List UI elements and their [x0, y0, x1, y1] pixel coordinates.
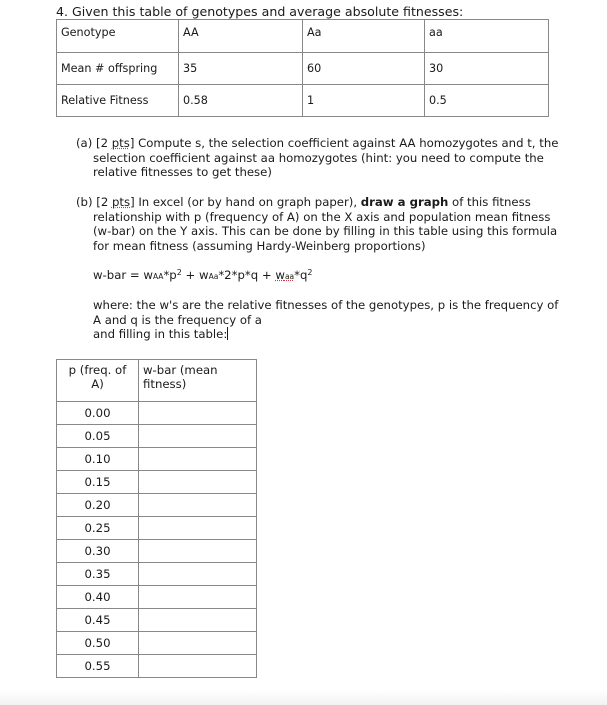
p-value: 0.10 — [57, 448, 139, 471]
table-row — [57, 517, 257, 540]
part-a — [76, 136, 558, 180]
p-value: 0.40 — [57, 586, 139, 609]
genotype-fitness-table — [56, 19, 549, 117]
p-value: 0.25 — [57, 517, 139, 540]
p-value: 0.00 — [57, 402, 139, 425]
wbar-cell[interactable] — [139, 471, 257, 494]
part-a-label: (a) — [76, 136, 93, 150]
part-b-line4: for mean fitness (assuming Hardy-Weinberg proportions) — [93, 238, 426, 253]
header-genotype: Genotype — [57, 20, 179, 53]
header-wbar: w-bar (mean fitness) — [139, 360, 257, 402]
table-row — [57, 402, 257, 425]
table-row — [57, 425, 257, 448]
question-title: 4. Given this table of genotypes and average absolute fitnesses: — [56, 4, 464, 19]
where-line1: where: the w's are the relative fitnesses of the genotypes, p is the frequency of — [93, 298, 559, 312]
wbar-table — [56, 359, 257, 678]
wbar-cell[interactable] — [139, 609, 257, 632]
p-value: 0.15 — [57, 471, 139, 494]
wbar-cell[interactable] — [139, 655, 257, 678]
row-label: Relative Fitness — [57, 85, 179, 117]
p-value: 0.45 — [57, 609, 139, 632]
table-row — [57, 471, 257, 494]
cell-Aa: 60 — [303, 53, 425, 85]
table-row-mean-offspring — [57, 53, 549, 85]
wbar-table-header — [57, 360, 257, 402]
table-row — [57, 563, 257, 586]
part-b-points: [2 pts] — [96, 195, 135, 209]
wbar-cell[interactable] — [139, 425, 257, 448]
header-AA: AA — [179, 20, 303, 53]
wbar-cell[interactable] — [139, 494, 257, 517]
where-line3: and filling in this table: — [93, 327, 228, 342]
part-b-line2: relationship with p (frequency of A) on the X axis and population mean fitness — [93, 209, 551, 224]
table-row — [57, 540, 257, 563]
where-paragraph — [93, 298, 563, 342]
table-row-relative-fitness — [57, 85, 549, 117]
page-bottom-shadow — [0, 690, 607, 705]
cell-aa: 0.5 — [425, 85, 549, 117]
wbar-cell[interactable] — [139, 540, 257, 563]
cell-AA: 35 — [179, 53, 303, 85]
header-Aa: Aa — [303, 20, 425, 53]
row-label: Mean # offspring — [57, 53, 179, 85]
part-b-line1-pre: In excel (or by hand on graph paper), — [134, 195, 361, 209]
part-a-line3: relative fitnesses to get these) — [93, 165, 272, 180]
part-b — [76, 195, 557, 253]
p-value: 0.55 — [57, 655, 139, 678]
wbar-cell[interactable] — [139, 632, 257, 655]
part-b-line3: (w-bar) on the Y axis. This can be done by filling in this table using this formula — [93, 224, 558, 239]
table-row — [57, 609, 257, 632]
table-row — [57, 494, 257, 517]
table-header-row — [57, 20, 549, 53]
where-line2: A and q is the frequency of a — [93, 312, 262, 327]
cell-Aa: 1 — [303, 85, 425, 117]
table-row — [57, 632, 257, 655]
wbar-cell[interactable] — [139, 448, 257, 471]
part-b-bold: draw a graph — [360, 195, 449, 209]
part-a-line1: Compute s, the selection coefficient against AA homozygotes and t, the — [134, 136, 559, 150]
p-value: 0.35 — [57, 563, 139, 586]
header-p: p (freq. of A) — [57, 360, 139, 402]
table-row — [57, 448, 257, 471]
part-b-line1-post: of this fitness — [448, 195, 531, 209]
wbar-cell[interactable] — [139, 402, 257, 425]
table-row — [57, 655, 257, 678]
part-a-points: [2 pts] — [96, 136, 135, 150]
wbar-cell[interactable] — [139, 563, 257, 586]
p-value: 0.50 — [57, 632, 139, 655]
header-aa: aa — [425, 20, 549, 53]
p-value: 0.30 — [57, 540, 139, 563]
wbar-cell[interactable] — [139, 517, 257, 540]
part-b-label: (b) — [76, 195, 93, 209]
p-value: 0.05 — [57, 425, 139, 448]
wbar-formula: $w-bar = wAA*p^2 + wAa*2*p*q + waa*q^2$ — [93, 268, 313, 282]
cell-aa: 30 — [425, 53, 549, 85]
text-cursor — [227, 327, 228, 340]
part-a-line2: selection coefficient against aa homozygotes (hint: you need to compute the — [93, 150, 544, 165]
p-value: 0.20 — [57, 494, 139, 517]
cell-AA: 0.58 — [179, 85, 303, 117]
table-row — [57, 586, 257, 609]
wbar-cell[interactable] — [139, 586, 257, 609]
